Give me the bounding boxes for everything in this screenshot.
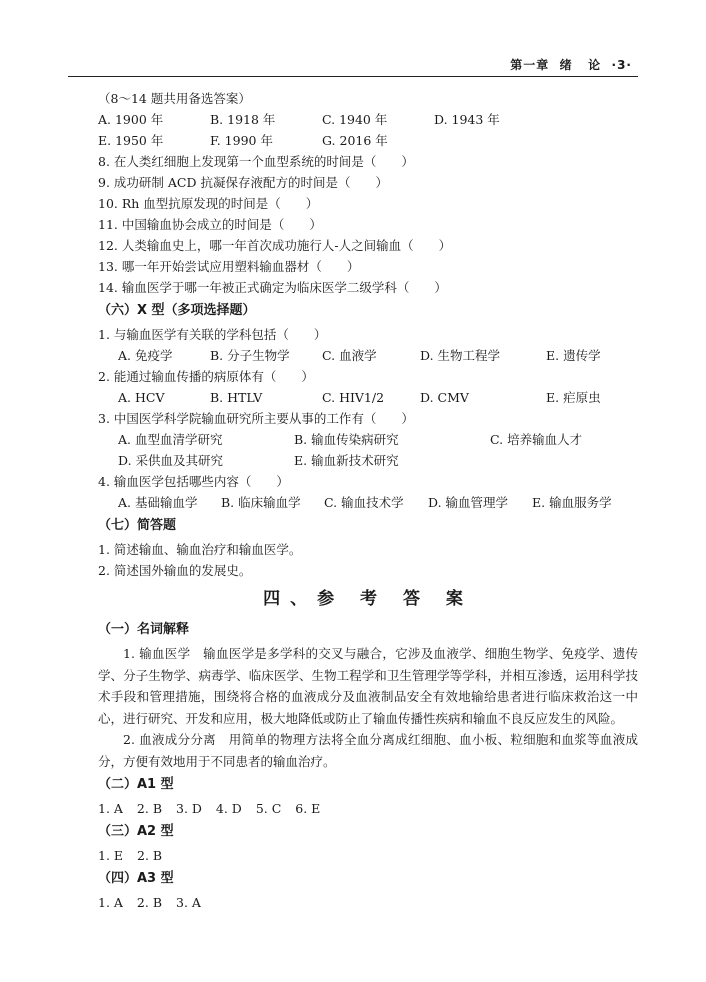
option: D. CMV (420, 390, 469, 405)
option: D. 输血管理学 (428, 495, 509, 510)
option: D. 采供血及其研究 (118, 453, 224, 468)
section-heading: （一）名词解释 (98, 622, 190, 637)
answer-item: 4. D (215, 801, 242, 816)
short-question: 1. 简述输血、输血治疗和输血医学。 (98, 542, 302, 557)
option: E. 疟原虫 (546, 390, 601, 405)
section-heading: （二）A1 型 (98, 777, 174, 792)
question: 9. 成功研制 ACD 抗凝保存液配方的时间是（ ） (98, 175, 388, 190)
option: E. 遗传学 (546, 348, 601, 363)
answer-item: 2. B (137, 848, 163, 863)
question: 4. 输血医学包括哪些内容（ ） (98, 474, 289, 489)
answer-row (98, 892, 638, 913)
option: A. 免疫学 (118, 348, 173, 363)
page-content (98, 88, 638, 913)
answer-paragraph: 2. 血液成分分离 用简单的物理方法将全血分离成红细胞、血小板、粒细胞和血浆等血液成分，方便有效地用于不同患者的输血治疗。 (98, 732, 638, 769)
answer-item: 5. C (255, 801, 282, 816)
answer-item: 6. E (295, 801, 321, 816)
option: C. 血液学 (322, 348, 377, 363)
answer-paragraph: 1. 输血医学 输血医学是多学科的交叉与融合，它涉及血液学、细胞生物学、免疫学、遗传学、分子生物学、病毒学、临床医学、生物工程学和卫生管理学等学科，并相互渗透，运用科学技术手段和管理措施，围绕将合格的血液成分及血液制品安全有效地输给患者进行临床救治这一中心，进行研究、开发和应用，极大地降低或防止了输血传播性疾病和输血不良反应发生的风险。 (98, 646, 638, 726)
options-row (98, 450, 638, 471)
question: 2. 能通过输血传播的病原体有（ ） (98, 369, 314, 384)
option: F. 1990 年 (210, 133, 273, 148)
options-row (98, 429, 638, 450)
question: 12. 人类输血史上，哪一年首次成功施行人-人之间输血（ ） (98, 238, 452, 253)
option: G. 2016 年 (322, 133, 388, 148)
section-heading: （三）A2 型 (98, 824, 174, 839)
option: B. 临床输血学 (221, 495, 301, 510)
option: E. 输血服务学 (532, 495, 612, 510)
option: C. 输血技术学 (324, 495, 404, 510)
question: 14. 输血医学于哪一年被正式确定为临床医学二级学科（ ） (98, 280, 447, 295)
question: 10. Rh 血型抗原发现的时间是（ ） (98, 196, 319, 211)
option: C. HIV1/2 (322, 390, 385, 405)
option: B. 输血传染病研究 (294, 432, 399, 447)
option: D. 1943 年 (434, 112, 500, 127)
option: E. 1950 年 (98, 133, 164, 148)
question: 3. 中国医学科学院输血研究所主要从事的工作有（ ） (98, 411, 414, 426)
answer-item: 2. B (136, 895, 163, 910)
answer-row (98, 845, 638, 866)
options-row (98, 345, 638, 366)
answer-item: 1. A (98, 801, 123, 816)
option: A. 基础输血学 (118, 495, 198, 510)
option: B. 1918 年 (210, 112, 276, 127)
running-header (68, 56, 638, 77)
answer-item: 2. B (136, 801, 163, 816)
q8-14-intro: （8～14 题共用备选答案） (98, 91, 251, 106)
option: C. 1940 年 (322, 112, 388, 127)
option: B. HTLV (210, 390, 263, 405)
question: 8. 在人类红细胞上发现第一个血型系统的时间是（ ） (98, 154, 414, 169)
section-heading: （七）简答题 (98, 518, 177, 533)
answer-row (98, 798, 638, 819)
question: 11. 中国输血协会成立的时间是（ ） (98, 217, 322, 232)
option: E. 输血新技术研究 (294, 453, 399, 468)
option: A. 血型血清学研究 (118, 432, 223, 447)
header-text: 第一章 绪 论 ·3· (510, 58, 632, 72)
short-question: 2. 简述国外输血的发展史。 (98, 563, 252, 578)
answer-item: 1. A (98, 895, 123, 910)
answer-item: 1. E (98, 848, 124, 863)
answer-item: 3. A (176, 895, 201, 910)
options-row (98, 109, 638, 130)
section-heading: （六）X 型（多项选择题） (98, 303, 256, 318)
option: B. 分子生物学 (210, 348, 290, 363)
answers-title: 四、参 考 答 案 (263, 589, 473, 609)
section-heading: （四）A3 型 (98, 871, 174, 886)
option: A. 1900 年 (98, 112, 164, 127)
question: 13. 哪一年开始尝试应用塑料输血器材（ ） (98, 259, 360, 274)
option: C. 培养输血人才 (490, 432, 583, 447)
option: D. 生物工程学 (420, 348, 501, 363)
option: A. HCV (118, 390, 165, 405)
answer-item: 3. D (176, 801, 202, 816)
options-row (98, 130, 638, 151)
options-row (98, 387, 638, 408)
options-row (98, 492, 638, 513)
question: 1. 与输血医学有关联的学科包括（ ） (98, 327, 327, 342)
